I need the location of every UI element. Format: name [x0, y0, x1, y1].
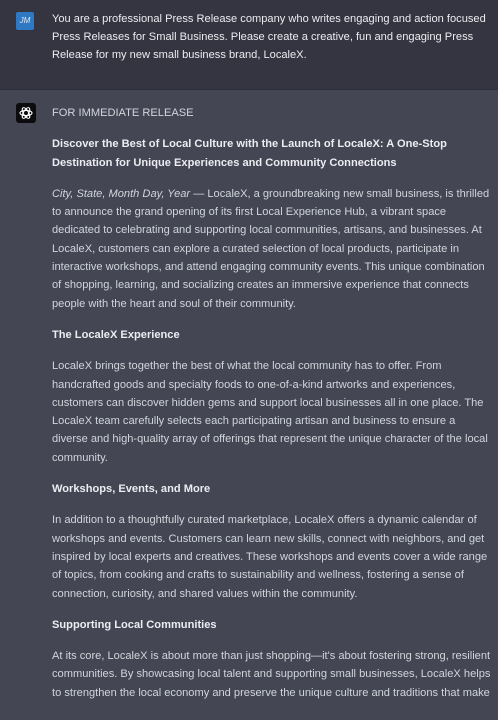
intro-paragraph: [52, 185, 492, 313]
release-lead: FOR IMMEDIATE RELEASE: [52, 107, 194, 119]
release-headline: Discover the Best of Local Culture with the Launch of LocaleX: A One-Stop Destination for Unique Experiences and Community Connections: [52, 138, 447, 169]
section-body: At its core, LocaleX is about more than just shopping—it's about fostering strong, resilient communities. By showcasing local talent and supporting small businesses, LocaleX helps to strengthen the local economy and preserve the unique culture and traditions that make: [52, 650, 491, 699]
section-heading: The LocaleX Experience: [52, 328, 180, 341]
user-avatar: JM: [16, 12, 34, 30]
user-message-text: You are a professional Press Release company who writes engaging and action focused Press Releases for Small Business. Please create a creative, fun and engaging Press Release for my new small business brand, LocaleX.: [52, 13, 486, 61]
intro-body: — LocaleX, a groundbreaking new small business, is thrilled to announce the grand opening of its first Local Experience Hub, a vibrant space dedicated to celebrating and supporting local communities, artisans, and businesses. At LocaleX, customers can explore a curated selection of local products, participate in interactive workshops, and attend engaging community events. This unique combination of shopping, learning, and socializing creates an immersive experience that connects people with the heart and soul of their community.: [52, 187, 490, 310]
section-body: LocaleX brings together the best of what the local community has to offer. From handcrafted goods and specialty foods to one-of-a-kind artworks and experiences, customers can discover hidden gems and support local businesses all in one place. The LocaleX team carefully selects each participating artisan and business to ensure a diverse and high-quality array of offerings that represent the unique character of the local community.: [52, 360, 488, 464]
assistant-message-content: [52, 104, 492, 715]
user-message: [0, 0, 498, 90]
dateline: City, State, Month Day, Year: [52, 187, 191, 200]
section-heading: Workshops, Events, and More: [52, 483, 211, 496]
section-heading: Supporting Local Communities: [52, 618, 217, 631]
section-body: In addition to a thoughtfully curated marketplace, LocaleX offers a dynamic calendar of workshops and events. Customers can learn new skills, connect with neighbors, and get inspired by local experts and creatives. These workshops and events cover a wide range of topics, from cooking and crafts to sustainability and wellness, fostering a sense of connection, curiosity, and shared values within the community.: [52, 514, 488, 600]
assistant-message: [0, 90, 498, 720]
openai-logo-icon: [16, 103, 36, 123]
